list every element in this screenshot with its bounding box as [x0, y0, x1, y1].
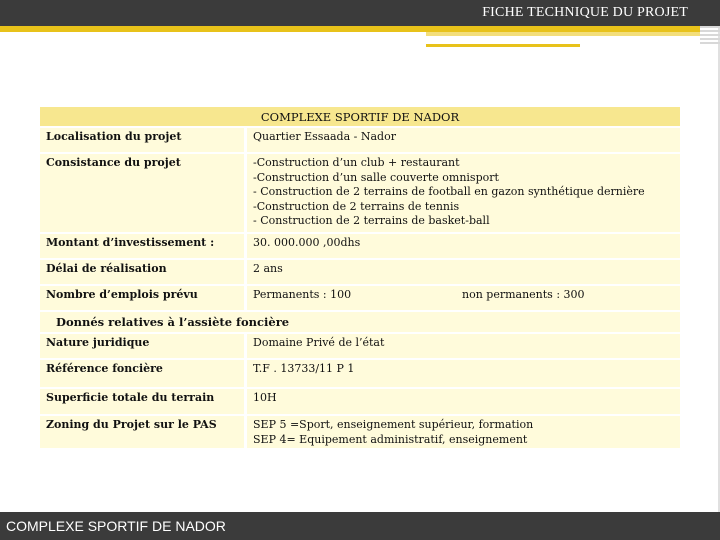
footer-title: COMPLEXE SPORTIF DE NADOR [6, 518, 226, 534]
row-value-list [247, 154, 680, 232]
row-value-list [247, 416, 680, 448]
list-item: -Construction d’un salle couverte omnisport [253, 170, 499, 184]
row-montant [40, 234, 680, 258]
row-delai [40, 260, 680, 284]
decorative-stripes [700, 26, 720, 48]
permanent-jobs: Permanents : 100 [253, 288, 352, 301]
row-label: Montant d’investissement : [40, 234, 244, 258]
row-nature [40, 334, 680, 358]
list-item: -Construction de 2 terrains de tennis [253, 199, 460, 213]
row-zoning [40, 416, 680, 448]
row-localisation [40, 128, 680, 152]
list-item: - Construction de 2 terrains de basket-ball [253, 214, 490, 227]
row-value: 10H [247, 389, 680, 414]
top-bar [0, 0, 720, 26]
non-permanent-jobs: non permanents : 300 [462, 288, 585, 301]
row-label: Zoning du Projet sur le PAS [40, 416, 244, 448]
row-superficie [40, 389, 680, 414]
row-consistance [40, 154, 680, 232]
row-reference [40, 360, 680, 387]
row-value: T.F . 13733/11 P 1 [247, 360, 680, 387]
row-label: Nombre d’emplois prévu [40, 286, 244, 310]
row-value: 2 ans [247, 260, 680, 284]
accent-bar-light [426, 32, 700, 36]
row-label: Nature juridique [40, 334, 244, 358]
row-value: Quartier Essaada - Nador [247, 128, 680, 152]
accent-bar-thin [426, 44, 580, 47]
list-item: SEP 5 =Sport, enseignement supérieur, formation [253, 418, 534, 431]
list-item: -Construction d’un club + restaurant [253, 156, 460, 169]
row-emplois [40, 286, 680, 310]
row-label: Référence foncière [40, 360, 244, 387]
sheet-heading: COMPLEXE SPORTIF DE NADOR [40, 107, 680, 126]
list-item: SEP 4= Equipement administratif, enseignement [253, 432, 528, 446]
row-label: Délai de réalisation [40, 260, 244, 284]
row-label: Superficie totale du terrain [40, 389, 244, 414]
row-value: Domaine Privé de l’état [247, 334, 680, 358]
row-label: Consistance du projet [40, 154, 244, 232]
list-item: - Construction de 2 terrains de football en gazon synthétique dernière [253, 185, 645, 198]
bottom-bar [0, 512, 720, 540]
project-sheet [40, 107, 680, 450]
row-value: 30. 000.000 ,00dhs [247, 234, 680, 258]
page-title: FICHE TECHNIQUE DU PROJET [482, 5, 688, 20]
land-section-heading: Donnés relatives à l’assiète foncière [40, 312, 680, 332]
row-label: Localisation du projet [40, 128, 244, 152]
row-value [247, 286, 680, 310]
